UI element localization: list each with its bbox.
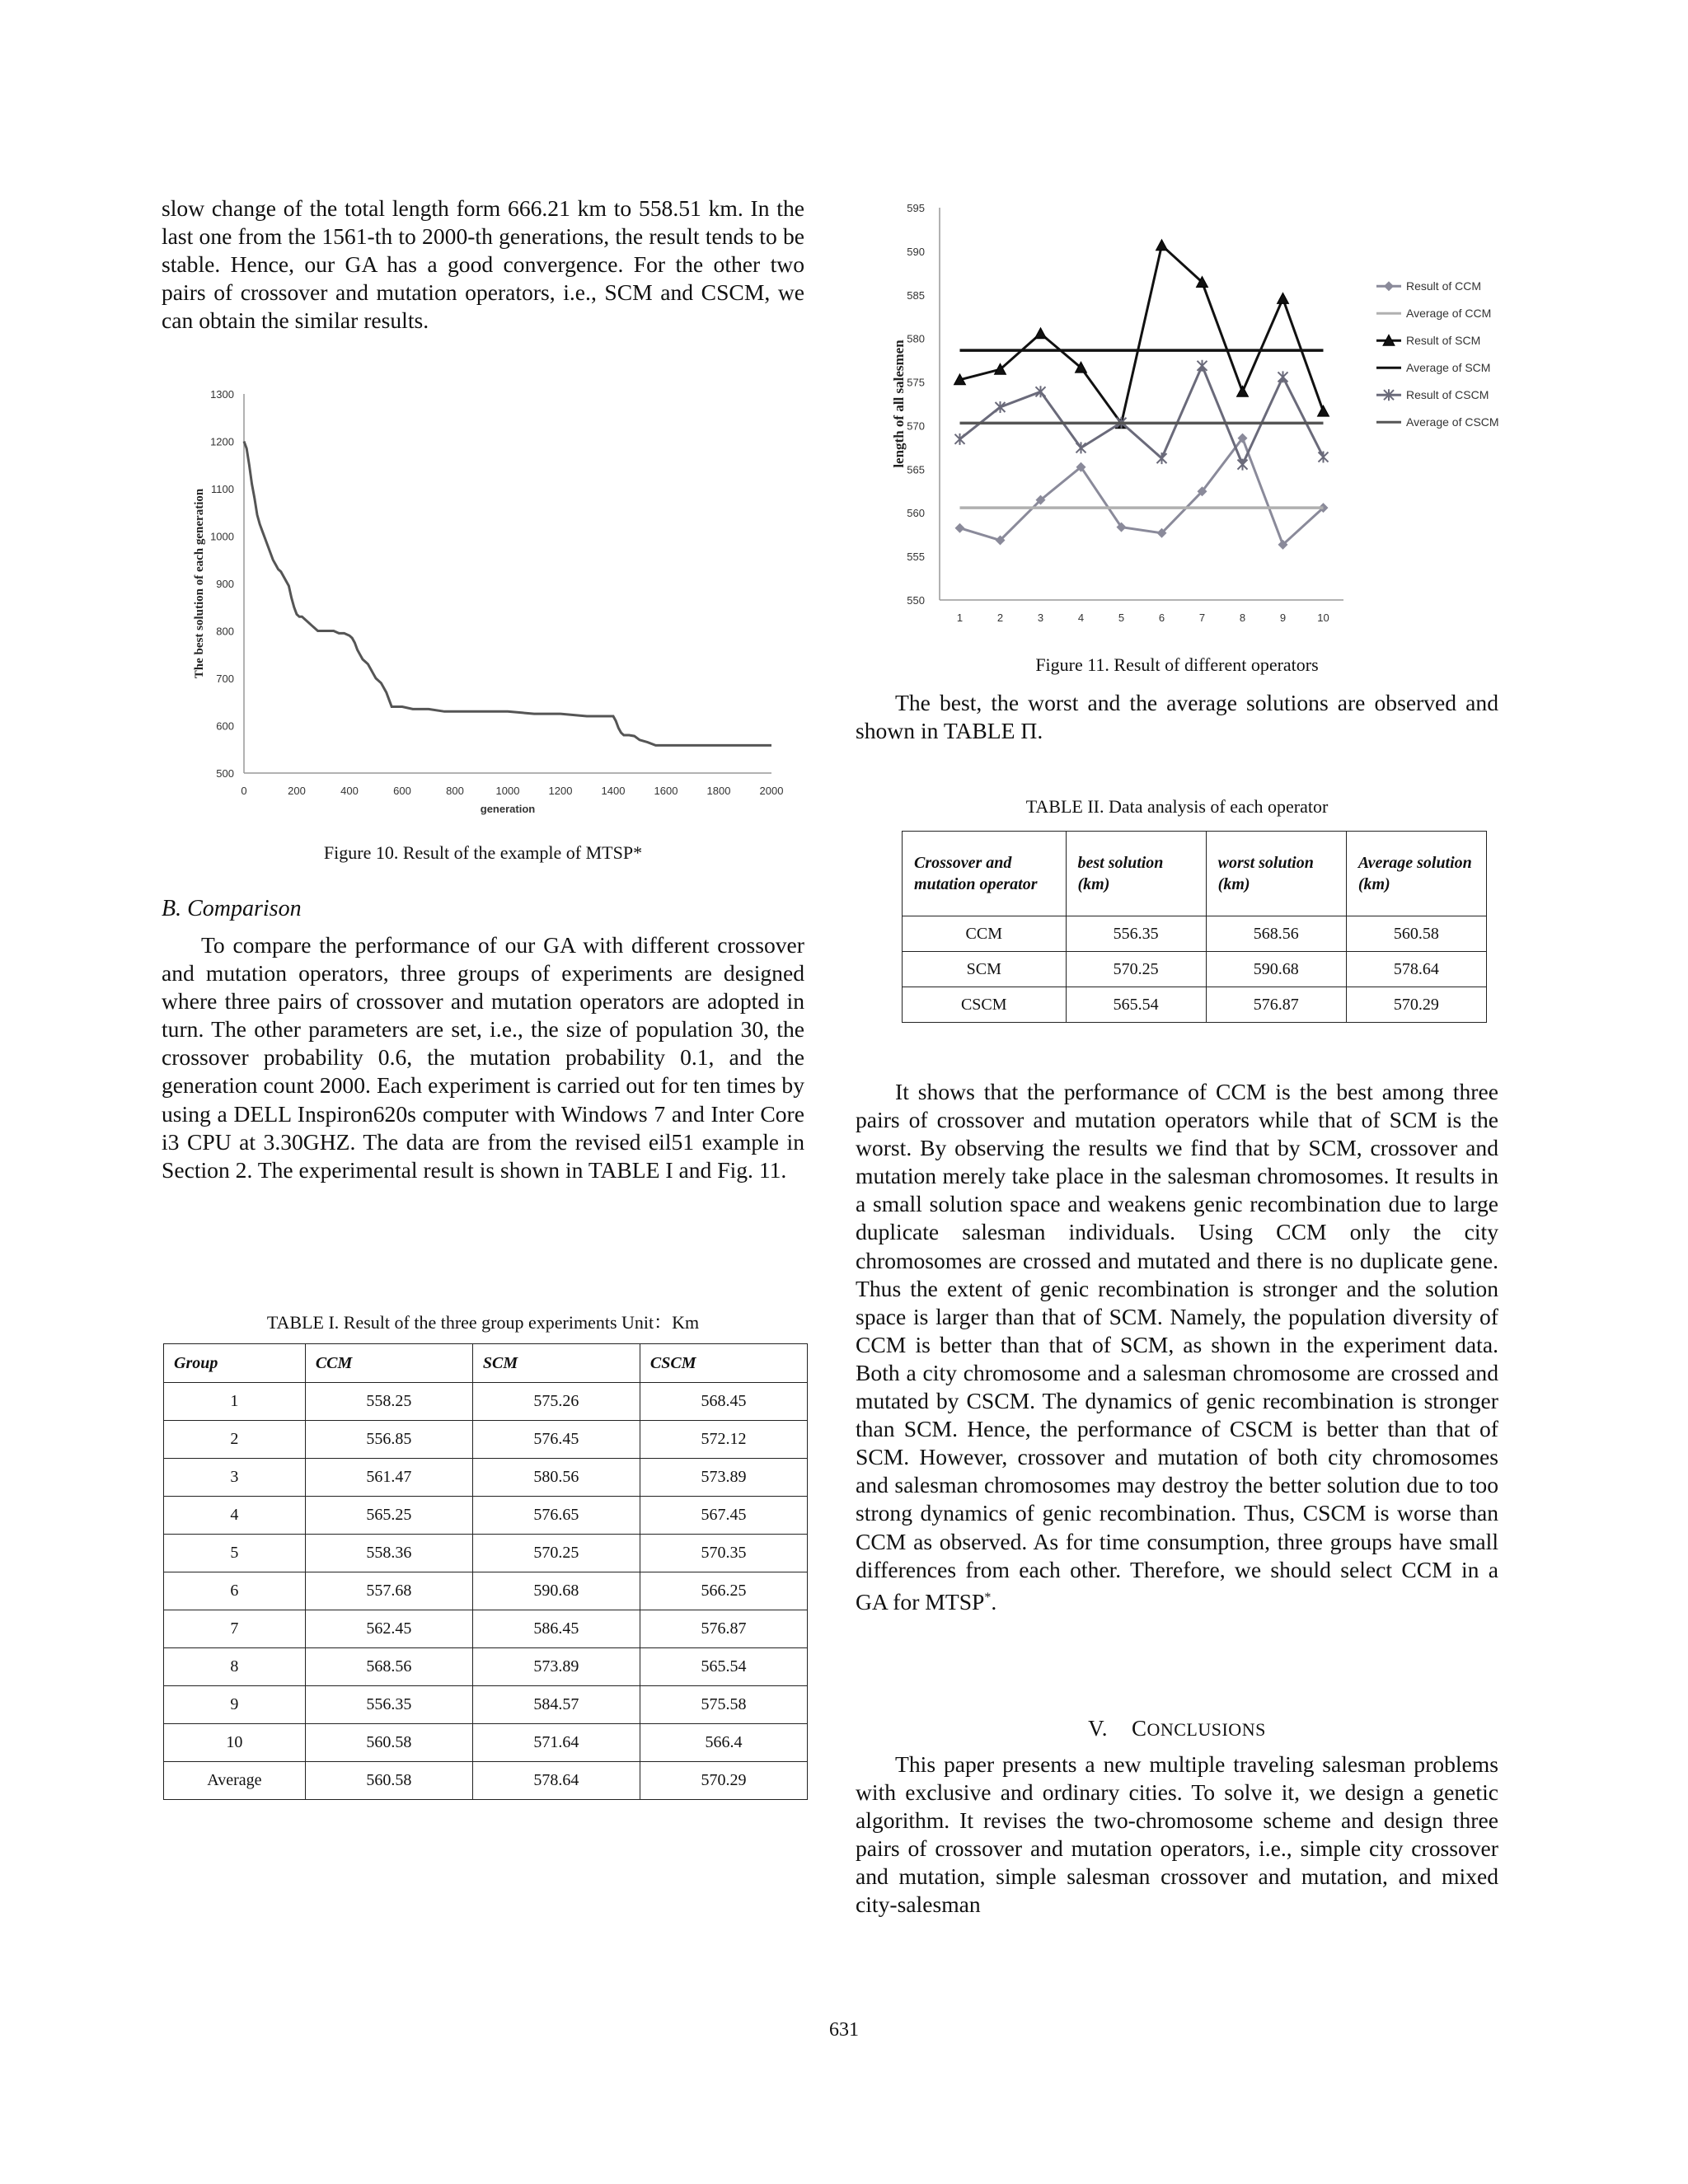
figure-11-series-3-triangle-marker: [1035, 328, 1047, 339]
figure-10-x-tick-label: 1400: [601, 785, 626, 797]
section-b-wrap: [162, 895, 804, 923]
figure-10-y-tick-label: 1300: [210, 388, 234, 401]
table-1-cell: 575.26: [472, 1383, 640, 1421]
figure-10-y-tick-label: 800: [216, 625, 234, 638]
table-2-cell: CCM: [903, 916, 1067, 952]
figure-10-x-tick-label: 0: [241, 785, 247, 797]
table-1-cell: 1: [164, 1383, 306, 1421]
table-1-cell: 570.35: [640, 1535, 807, 1572]
figure-10-x-tick-label: 400: [340, 785, 359, 797]
table-1-cell: 576.45: [472, 1421, 640, 1459]
table-2-cell: CSCM: [903, 987, 1067, 1023]
figure-11-series-5-star-marker: [955, 434, 965, 445]
table-2-intro-paragraph: The best, the worst and the average solutions are observed and shown in TABLE Π.: [856, 690, 1498, 744]
table-1-cell: 571.64: [472, 1724, 640, 1762]
table-1-cell: 560.58: [305, 1762, 472, 1800]
table-1-row: [164, 1686, 808, 1724]
figure-11-legend-3-label: Result of SCM: [1406, 334, 1481, 348]
figure-11: [857, 196, 1525, 645]
table-2-intro-block: [856, 689, 1498, 745]
figure-11-legend-5-label: Result of CSCM: [1406, 388, 1489, 402]
table-1-cell: 6: [164, 1572, 306, 1610]
figure-10-caption: Figure 10. Result of the example of MTSP*: [323, 842, 643, 863]
table-1-cell: 556.35: [305, 1686, 472, 1724]
figure-11-x-tick-label: 2: [996, 612, 1004, 624]
figure-10-x-tick-label: 600: [393, 785, 411, 797]
table-1-row: [164, 1610, 808, 1648]
figure-11-legend-4-label: Average of SCM: [1406, 361, 1491, 375]
figure-11-x-tick-label: 5: [1118, 612, 1125, 624]
figure-10: [188, 381, 790, 830]
table-1-row: [164, 1459, 808, 1497]
section-b-heading: B. Comparison: [162, 896, 302, 921]
conclusion-paragraph: This paper presents a new multiple traveling salesman problems with exclusive and ordinary cities. To solve it, we design a genetic algorithm. It revises the two-chromosome scheme and design three pairs of crossover and mutation operators, i.e., simple city crossover and mutation, simple salesman crossover and mutation, and mixed city-salesman: [856, 1751, 1498, 1918]
table-1-cell: 560.58: [305, 1724, 472, 1762]
figure-10-y-tick-label: 1200: [210, 435, 234, 448]
table-2-cell: 578.64: [1346, 952, 1486, 987]
figure-11-legend-1-label: Result of CCM: [1406, 279, 1482, 293]
figure-11-y-tick-label: 590: [907, 245, 925, 258]
table-1-cell: 580.56: [472, 1459, 640, 1497]
table-1-cell: 572.12: [640, 1421, 807, 1459]
table-1-cell: 8: [164, 1648, 306, 1686]
table-2: [902, 831, 1487, 1023]
table-1-cell: 590.68: [472, 1572, 640, 1610]
table-1-cell: 584.57: [472, 1686, 640, 1724]
table-2-header-average: Average solution (km): [1346, 832, 1486, 916]
table-2-header-row: [903, 832, 1487, 916]
figure-10-y-tick-label: 700: [216, 673, 234, 685]
comparison-block: [162, 931, 804, 1184]
table-1-cell: 565.25: [305, 1497, 472, 1535]
table-1-cell: 567.45: [640, 1497, 807, 1535]
figure-11-series-1-line: [960, 438, 1324, 545]
table-1-cell: 576.65: [472, 1497, 640, 1535]
figure-11-series-1-diamond-marker: [955, 523, 965, 533]
figure-11-legend-1-diamond-marker: [1384, 281, 1394, 291]
figure-10-x-tick-label: 1800: [706, 785, 731, 797]
figure-10-chart: [188, 381, 790, 826]
table-1-row: [164, 1421, 808, 1459]
figure-10-x-tick-label: 1600: [654, 785, 678, 797]
figure-11-y-tick-label: 560: [907, 507, 925, 520]
table-1-header-group: Group: [164, 1344, 306, 1383]
table-1: [163, 1343, 808, 1800]
table-2-cell: SCM: [903, 952, 1067, 987]
table-1-row: [164, 1648, 808, 1686]
figure-11-y-tick-label: 555: [907, 551, 925, 564]
figure-10-y-tick-label: 1100: [211, 483, 234, 495]
table-2-header-worst: worst solution (km): [1206, 832, 1346, 916]
table-1-wrap: [163, 1343, 808, 1800]
table-1-cell: 578.64: [472, 1762, 640, 1800]
figure-11-series-3-triangle-marker: [1318, 405, 1329, 416]
figure-11-series-5-star-marker: [1036, 386, 1046, 397]
figure-10-caption-wrap: [162, 839, 804, 867]
table-1-header-ccm: CCM: [305, 1344, 472, 1383]
table-1-row: [164, 1535, 808, 1572]
figure-11-x-tick-label: 3: [1037, 612, 1044, 624]
table-2-row: [903, 916, 1487, 952]
figure-11-y-tick-label: 565: [907, 463, 925, 476]
table-1-header-row: [164, 1344, 808, 1383]
analysis-end: .: [991, 1588, 997, 1615]
table-1-cell: 570.25: [472, 1535, 640, 1572]
table-2-header-best: best solution (km): [1066, 832, 1206, 916]
figure-11-series-3-triangle-marker: [1237, 386, 1249, 396]
figure-10-y-axis-label: The best solution of each generation: [193, 488, 206, 679]
table-1-row: [164, 1572, 808, 1610]
table-1-cell: 575.58: [640, 1686, 807, 1724]
table-1-header-scm: SCM: [472, 1344, 640, 1383]
figure-10-x-tick-label: 800: [446, 785, 464, 797]
table-1-cell: Average: [164, 1762, 306, 1800]
table-1-cell: 565.54: [640, 1648, 807, 1686]
figure-10-y-tick-label: 1000: [210, 530, 234, 543]
table-1-cell: 558.25: [305, 1383, 472, 1421]
table-2-cell: 568.56: [1206, 916, 1346, 952]
figure-11-x-tick-label: 1: [956, 612, 964, 624]
table-1-cell: 10: [164, 1724, 306, 1762]
figure-10-series-line: [244, 442, 771, 746]
figure-11-y-tick-label: 550: [907, 594, 925, 607]
figure-11-series-3-line: [960, 246, 1324, 424]
comparison-paragraph: To compare the performance of our GA with different crossover and mutation operators, three groups of experiments are designed where three pairs of crossover and mutation operators are adopted in turn. The other parameters are set, i.e., the size of population 30, the crossover probability 0.6, the mutation probability 0.1, and the generation count 2000. Each experiment is carried out for ten times by using a DELL Inspiron620s computer with Windows 7 and Inter Core i3 CPU at 3.30GHZ. The data are from the revised eil51 example in Section 2. The experimental result is shown in TABLE I and Fig. 11.: [162, 932, 804, 1183]
figure-10-x-tick-label: 1000: [495, 785, 520, 797]
table-1-row: [164, 1762, 808, 1800]
section-v-wrap: [856, 1714, 1498, 1744]
table-1-cell: 558.36: [305, 1535, 472, 1572]
figure-11-series-5-star-marker: [1278, 371, 1288, 382]
table-1-cell: 566.4: [640, 1724, 807, 1762]
analysis-block: [856, 1078, 1498, 1616]
figure-11-y-tick-label: 570: [907, 419, 925, 433]
figure-11-series-5-star-marker: [1198, 360, 1207, 372]
figure-11-series-5-star-marker: [1319, 452, 1329, 463]
table-1-cell: 562.45: [305, 1610, 472, 1648]
figure-11-caption-wrap: [856, 651, 1498, 679]
figure-10-x-tick-label: 2000: [759, 785, 784, 797]
figure-11-y-tick-label: 580: [907, 332, 925, 345]
figure-10-x-tick-label: 200: [288, 785, 306, 797]
table-2-cell: 570.25: [1066, 952, 1206, 987]
figure-11-x-tick-label: 8: [1239, 612, 1246, 624]
figure-11-series-5-star-marker: [1238, 459, 1248, 471]
table-1-row: [164, 1497, 808, 1535]
analysis-text: It shows that the performance of CCM is the best among three pairs of crossover and mutation operators while that of SCM is the worst. By observing the results we find that by SCM, crossover and mutation merely take place in the salesman chromosomes. It results in a small solution space and weakens genic recombination due to large duplicate salesman individuals. Using CCM only the city chromosomes are crossed and mutated and there is no duplicate gene. Thus the extent of genic recombination is stronger and the solution space is larger than that of SCM. Namely, the population diversity of CCM is better than that of SCM, as shown in the experiment data. Both a city chromosome and a salesman chromosome are crossed and mutated by CSCM. The dynamics of genic recombination is stronger than SCM. Hence, the performance of CSCM is better than that of SCM. However, crossover and mutation of both city chromosomes and salesman chromosomes may destroy the better solution due to too strong dynamics of genic recombination. Thus, CSCM is worse than CCM as observed. As for time consumption, three groups have small differences from each other. Therefore, we should select CCM in a GA for MTSP: [856, 1079, 1498, 1615]
figure-11-x-tick-label: 6: [1158, 612, 1165, 624]
figure-10-x-axis-label: generation: [480, 803, 536, 815]
figure-11-x-tick-label: 7: [1198, 612, 1206, 624]
table-2-cell: 565.54: [1066, 987, 1206, 1023]
table-1-row: [164, 1383, 808, 1421]
table-1-cell: 573.89: [640, 1459, 807, 1497]
table-1-caption: TABLE I. Result of the three group experiments Unit：Km: [266, 1312, 700, 1333]
section-v-heading: [856, 1714, 1498, 1744]
table-1-cell: 9: [164, 1686, 306, 1724]
figure-11-x-tick-label: 4: [1077, 612, 1085, 624]
table-2-row: [903, 987, 1487, 1023]
table-1-cell: 576.87: [640, 1610, 807, 1648]
table-1-body: [164, 1383, 808, 1800]
figure-11-chart: [857, 196, 1525, 641]
table-1-cell: 4: [164, 1497, 306, 1535]
figure-11-x-tick-label: 9: [1279, 612, 1287, 624]
figure-10-y-tick-label: 500: [216, 767, 234, 780]
table-2-header-operator: Crossover and mutation operator: [903, 832, 1067, 916]
figure-11-series-3-triangle-marker: [1278, 293, 1289, 303]
figure-11-y-tick-label: 585: [907, 288, 925, 302]
conclusion-block: [856, 1750, 1498, 1919]
table-1-cell: 5: [164, 1535, 306, 1572]
figure-11-caption: Figure 11. Result of different operators: [1035, 654, 1319, 675]
table-2-cell: 570.29: [1346, 987, 1486, 1023]
figure-11-y-tick-label: 575: [907, 376, 925, 389]
figure-11-series-3-triangle-marker: [1156, 240, 1168, 251]
figure-11-legend-6-label: Average of CSCM: [1406, 415, 1499, 429]
table-1-cell: 568.56: [305, 1648, 472, 1686]
table-1-cell: 566.25: [640, 1572, 807, 1610]
table-1-cell: 561.47: [305, 1459, 472, 1497]
table-1-cell: 7: [164, 1610, 306, 1648]
table-1-cell: 557.68: [305, 1572, 472, 1610]
table-1-cell: 570.29: [640, 1762, 807, 1800]
table-2-body: [903, 916, 1487, 1023]
figure-11-legend-2-label: Average of CCM: [1406, 307, 1492, 321]
section-v-first-letter: C: [1131, 1716, 1147, 1741]
table-2-caption: TABLE II. Data analysis of each operator: [1025, 796, 1329, 817]
figure-11-series-5-line: [960, 366, 1324, 465]
figure-11-x-tick-label: 10: [1317, 612, 1329, 624]
table-1-cell: 586.45: [472, 1610, 640, 1648]
intro-paragraph: slow change of the total length form 666.21 km to 558.51 km. In the last one from the 1561-th to 2000-th generations, the result tends to be stable. Hence, our GA has a good convergence. For the other two pairs of crossover and mutation operators, i.e., SCM and CSCM, we can obtain the similar results.: [162, 195, 804, 334]
table-1-cell: 568.45: [640, 1383, 807, 1421]
table-1-cell: 573.89: [472, 1648, 640, 1686]
table-1-cell: 556.85: [305, 1421, 472, 1459]
table-1-cell: 2: [164, 1421, 306, 1459]
figure-11-y-axis-label: length of all salesmen: [891, 340, 907, 468]
table-2-caption-wrap: [856, 793, 1498, 821]
figure-11-y-tick-label: 595: [907, 202, 925, 214]
figure-10-x-tick-label: 1200: [548, 785, 573, 797]
section-v-rest: ONCLUSIONS: [1146, 1719, 1266, 1740]
analysis-paragraph: [856, 1078, 1498, 1616]
left-column: [162, 194, 804, 335]
table-2-cell: 576.87: [1206, 987, 1346, 1023]
figure-11-series-5-star-marker: [1076, 442, 1086, 453]
table-1-row: [164, 1724, 808, 1762]
figure-11-series-5-star-marker: [1157, 452, 1167, 464]
table-2-wrap: [902, 831, 1487, 1023]
table-1-header-cscm: CSCM: [640, 1344, 807, 1383]
table-2-cell: 556.35: [1066, 916, 1206, 952]
section-v-number: V.: [1088, 1716, 1108, 1741]
table-2-row: [903, 952, 1487, 987]
analysis-superscript: *: [984, 1590, 992, 1605]
page-number: 631: [829, 2019, 859, 2041]
table-1-cell: 3: [164, 1459, 306, 1497]
table-2-cell: 590.68: [1206, 952, 1346, 987]
figure-10-y-tick-label: 900: [216, 578, 234, 590]
figure-10-y-tick-label: 600: [216, 719, 234, 733]
table-1-caption-wrap: [162, 1309, 804, 1337]
figure-11-series-5-star-marker: [996, 401, 1006, 413]
table-2-cell: 560.58: [1346, 916, 1486, 952]
